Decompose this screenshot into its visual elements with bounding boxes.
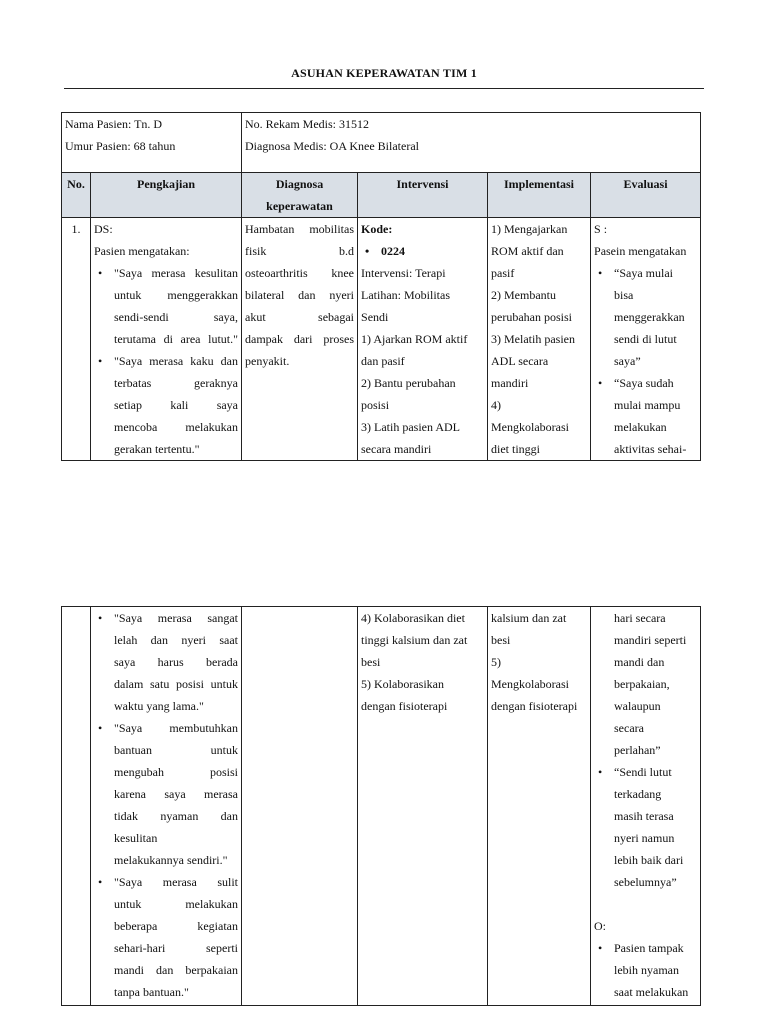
list-item: • “Sendi lutut terkadang masih terasa nyeri namun lebih baik dari sebelumnya” <box>614 761 697 893</box>
list-item: • "Saya merasa sulit untuk melakukan beberapa kegiatan sehari-hari seperti mandi dan berpakaian tanpa bantuan." <box>114 871 238 1003</box>
list-item: • “Saya sudah mulai mampu melakukan aktivitas sehai- <box>614 372 697 460</box>
subjective-label: S : <box>594 222 608 236</box>
evaluasi-cell <box>591 607 701 1006</box>
list-item: • "Saya merasa kesulitan untuk menggerakkan sendi-sendi saya, terutama di area lutut." <box>114 262 238 350</box>
list-item: • “Saya mulai bisa menggerakkan sendi di lutut saya” <box>614 262 697 372</box>
diagnosa-cell: Hambatan mobilitas fisik b.d osteoarthritis knee bilateral dan nyeri akut sebagai dampak dari proses penyakit. <box>242 218 358 461</box>
evaluation-continued <box>594 607 697 893</box>
patient-age: Umur Pasien: 68 tahun <box>65 139 176 153</box>
list-item: • "Saya membutuhkan bantuan untuk mengubah posisi karena saya merasa tidak nyaman dan kesulitan melakukannya sendiri." <box>114 717 238 871</box>
list-item: • "Saya merasa sangat lelah dan nyeri saat saya harus berada dalam satu posisi untuk waktu yang lama." <box>114 607 238 717</box>
page-title: ASUHAN KEPERAWATAN TIM 1 <box>291 66 477 80</box>
evaluation-statements <box>594 262 697 460</box>
evaluasi-cell: S : Pasein mengatakan • “Saya mulai bisa menggerakkan sendi di lutut saya” • “Saya sudah mulai mampu melakukan aktivitas sehai- <box>591 218 701 461</box>
care-plan-table-part-1 <box>61 112 701 461</box>
list-item: • "Saya merasa kaku dan terbatas geraknya setiap kali saya mencoba melakukan gerakan tertentu." <box>114 350 238 460</box>
pengkajian-cell <box>91 218 242 461</box>
row-number-empty <box>62 607 91 1006</box>
patient-identity-cell <box>62 113 242 173</box>
title-divider <box>64 88 704 89</box>
intervensi-cell: 4) Kolaborasikan diet tinggi kalsium dan zat besi 5) Kolaborasikan dengan fisioterapi <box>358 607 488 1006</box>
kode-list <box>361 240 484 262</box>
header-no: No. <box>62 173 91 218</box>
medical-info-cell <box>242 113 701 173</box>
spacer <box>594 893 697 915</box>
list-item: • 0224 <box>381 240 484 262</box>
kode-label: Kode: <box>361 222 393 236</box>
header-diagnosa <box>242 173 358 218</box>
implementasi-cell: 1) Mengajarkan ROM aktif dan pasif 2) Membantu perubahan posisi 3) Melatih pasien ADL secara mandiri 4) Mengkolaborasi diet tinggi <box>488 218 591 461</box>
patient-statements <box>94 607 238 1003</box>
header-diagnosa-line-2: keperawatan <box>266 199 333 213</box>
patient-info-row <box>62 113 701 173</box>
table-row <box>62 218 701 461</box>
ds-intro: Pasien mengatakan: <box>94 244 190 258</box>
patient-name: Nama Pasien: Tn. D <box>65 117 163 131</box>
pengkajian-cell <box>91 607 242 1006</box>
list-item: • Pasien tampak lebih nyaman saat melakukan <box>614 937 697 1003</box>
header-pengkajian: Pengkajian <box>91 173 242 218</box>
header-intervensi: Intervensi <box>358 173 488 218</box>
objective-statements <box>594 937 697 1003</box>
list-item-continued: hari secara mandiri seperti mandi dan berpakaian, walaupun secara perlahan” <box>614 611 687 757</box>
implementasi-cell: kalsium dan zat besi 5) Mengkolaborasi dengan fisioterapi <box>488 607 591 1006</box>
header-evaluasi: Evaluasi <box>591 173 701 218</box>
table-row <box>62 607 701 1006</box>
medical-record-number: No. Rekam Medis: 31512 <box>245 117 370 131</box>
intervensi-cell: Kode: • 0224 Intervensi: Terapi Latihan: Mobilitas Sendi 1) Ajarkan ROM aktif dan pasif 2) Bantu perubahan posisi 3) Latih pasien ADL secara mandiri <box>358 218 488 461</box>
row-number: 1. <box>62 218 91 461</box>
ds-label: DS: <box>94 222 113 236</box>
diagnosa-cell-empty <box>242 607 358 1006</box>
care-plan-table-part-2 <box>61 606 701 1006</box>
objective-label: O: <box>594 919 606 933</box>
header-implementasi: Implementasi <box>488 173 591 218</box>
header-row <box>62 173 701 218</box>
medical-diagnosis: Diagnosa Medis: OA Knee Bilateral <box>245 139 419 153</box>
patient-statements <box>94 262 238 460</box>
header-diagnosa-line-1: Diagnosa <box>275 177 324 191</box>
